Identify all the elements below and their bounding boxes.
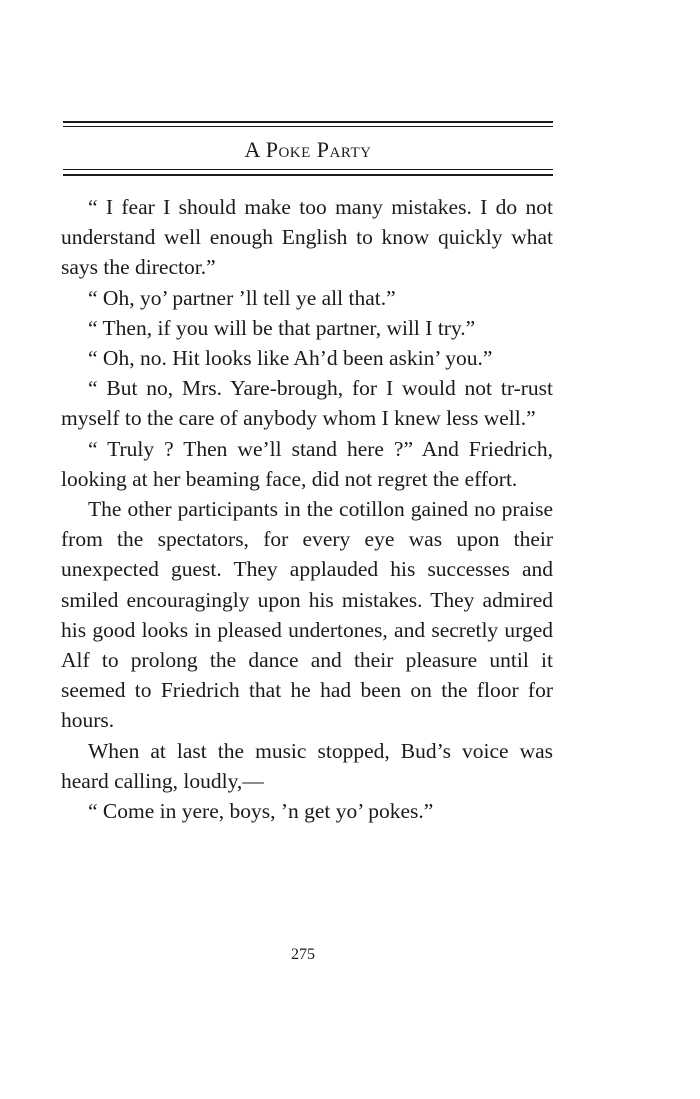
paragraph: “ Oh, no. Hit looks like Ah’d been askin’ you.” — [88, 346, 493, 371]
body-text — [61, 192, 553, 826]
header-top-rule — [63, 121, 553, 123]
running-title: A Poke Party — [244, 137, 372, 162]
header-bottom-rule — [63, 174, 553, 176]
header-top-rule-thin — [63, 126, 553, 127]
paragraph: The other participants in the cotillon gained no praise from the spectators, for every eye was upon their unexpected guest. They applauded his successes and smiled encouragingly upon his mistakes. They admired his good looks in pleased undertones, and secretly urged Alf to prolong the dance and their pleasure until it seemed to Friedrich that he had been on the floor for hours. — [61, 497, 553, 733]
paragraph: “ Truly ? Then we’ll stand here ?” And Friedrich, looking at her beaming face, did not regret the effort. — [61, 436, 553, 491]
paragraph: “ But no, Mrs. Yare-brough, for I would not tr-rust myself to the care of anybody whom I knew less well.” — [61, 376, 553, 431]
paragraph: “ I fear I should make too many mistakes. I do not understand well enough English to know quickly what says the director.” — [61, 195, 553, 280]
paragraph: “ Come in yere, boys, ’n get yo’ pokes.” — [88, 799, 434, 824]
paragraph: “ Oh, yo’ partner ’ll tell ye all that.” — [88, 285, 396, 310]
paragraph: “ Then, if you will be that partner, will I try.” — [88, 315, 476, 340]
page-number: 275 — [291, 946, 315, 963]
paragraph: When at last the music stopped, Bud’s voice was heard calling, loudly,— — [61, 738, 553, 793]
header-bottom-rule-thin — [63, 169, 553, 170]
